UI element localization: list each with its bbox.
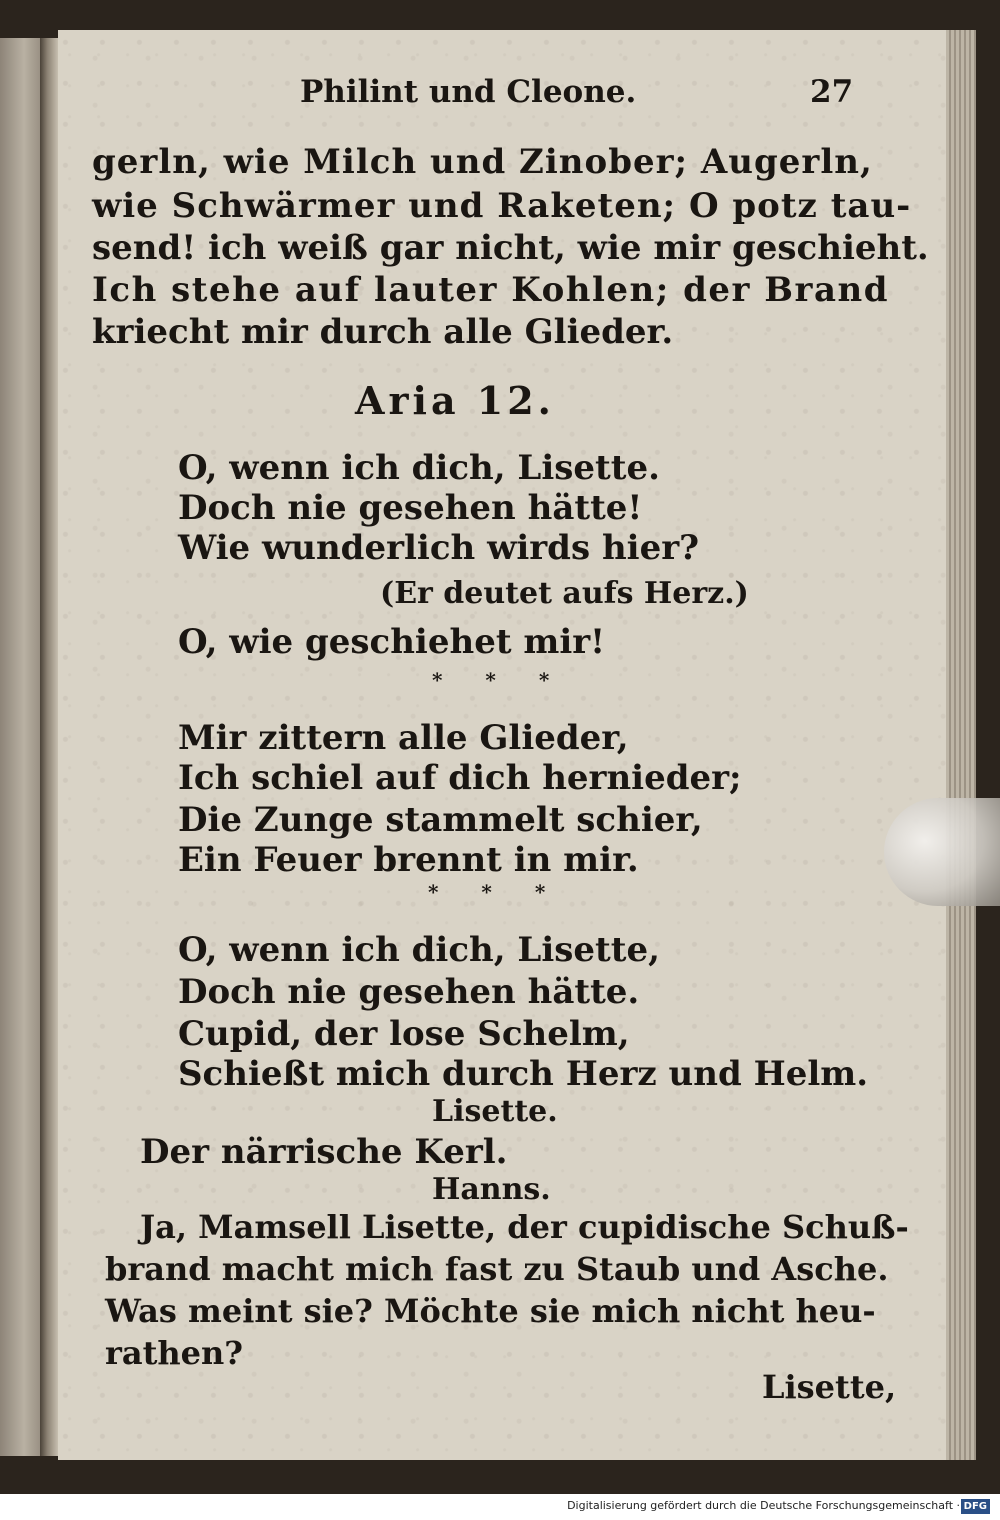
verse-line: Doch nie gesehen hätte!	[178, 488, 643, 528]
prose-line: rathen?	[105, 1334, 244, 1372]
separator-stars: * * *	[428, 880, 564, 904]
verse-line: Wie wunderlich wirds hier?	[178, 528, 700, 568]
funding-notice: Digitalisierung gefördert durch die Deutsche Forschungsgemeinschaft ·	[567, 1499, 960, 1512]
prose-line: send! ich weiß gar nicht, wie mir geschieht.	[92, 228, 929, 268]
verse-line: Doch nie gesehen hätte.	[178, 972, 640, 1012]
verse-line: Ich schiel auf dich hernieder;	[178, 758, 742, 798]
stage-direction: (Er deutet aufs Herz.)	[380, 576, 749, 611]
verse-line: Cupid, der lose Schelm,	[178, 1014, 630, 1054]
page-stack-edge	[946, 30, 976, 1460]
verse-line: O, wenn ich dich, Lisette,	[178, 930, 660, 970]
speaker-name: Hanns.	[432, 1172, 551, 1207]
prose-line: Ich stehe auf lauter Kohlen; der Brand	[92, 270, 889, 310]
page-clip	[884, 798, 1000, 906]
prose-line: Ja, Mamsell Lisette, der cupidische Schuß-	[140, 1208, 909, 1246]
verse-line: Schießt mich durch Herz und Helm.	[178, 1054, 869, 1094]
prose-line: gerln, wie Milch und Zinober; Augerln,	[92, 142, 873, 182]
prose-line: brand macht mich fast zu Staub und Asche.	[105, 1250, 889, 1288]
speaker-name: Lisette.	[432, 1094, 558, 1129]
speech-line: Der närrische Kerl.	[140, 1132, 508, 1172]
prose-line: wie Schwärmer und Raketen; O potz tau-	[92, 186, 912, 226]
running-title: Philint und Cleone.	[300, 74, 637, 110]
catchword: Lisette,	[762, 1368, 897, 1406]
page-number: 27	[810, 74, 854, 110]
verse-line: O, wenn ich dich, Lisette.	[178, 448, 660, 488]
separator-stars: * * *	[432, 668, 568, 692]
dfg-logo: DFG	[961, 1499, 990, 1514]
prose-line: Was meint sie? Möchte sie mich nicht heu-	[105, 1292, 876, 1330]
aria-heading: Aria 12.	[355, 378, 555, 423]
verse-line: Die Zunge stammelt schier,	[178, 800, 703, 840]
book-gutter	[40, 38, 58, 1456]
verse-line: Ein Feuer brennt in mir.	[178, 840, 639, 880]
verse-line: O, wie geschiehet mir!	[178, 622, 606, 662]
footer-bar	[0, 1494, 1000, 1520]
verse-line: Mir zittern alle Glieder,	[178, 718, 629, 758]
prose-line: kriecht mir durch alle Glieder.	[92, 312, 674, 352]
facing-page-edge	[0, 38, 40, 1456]
